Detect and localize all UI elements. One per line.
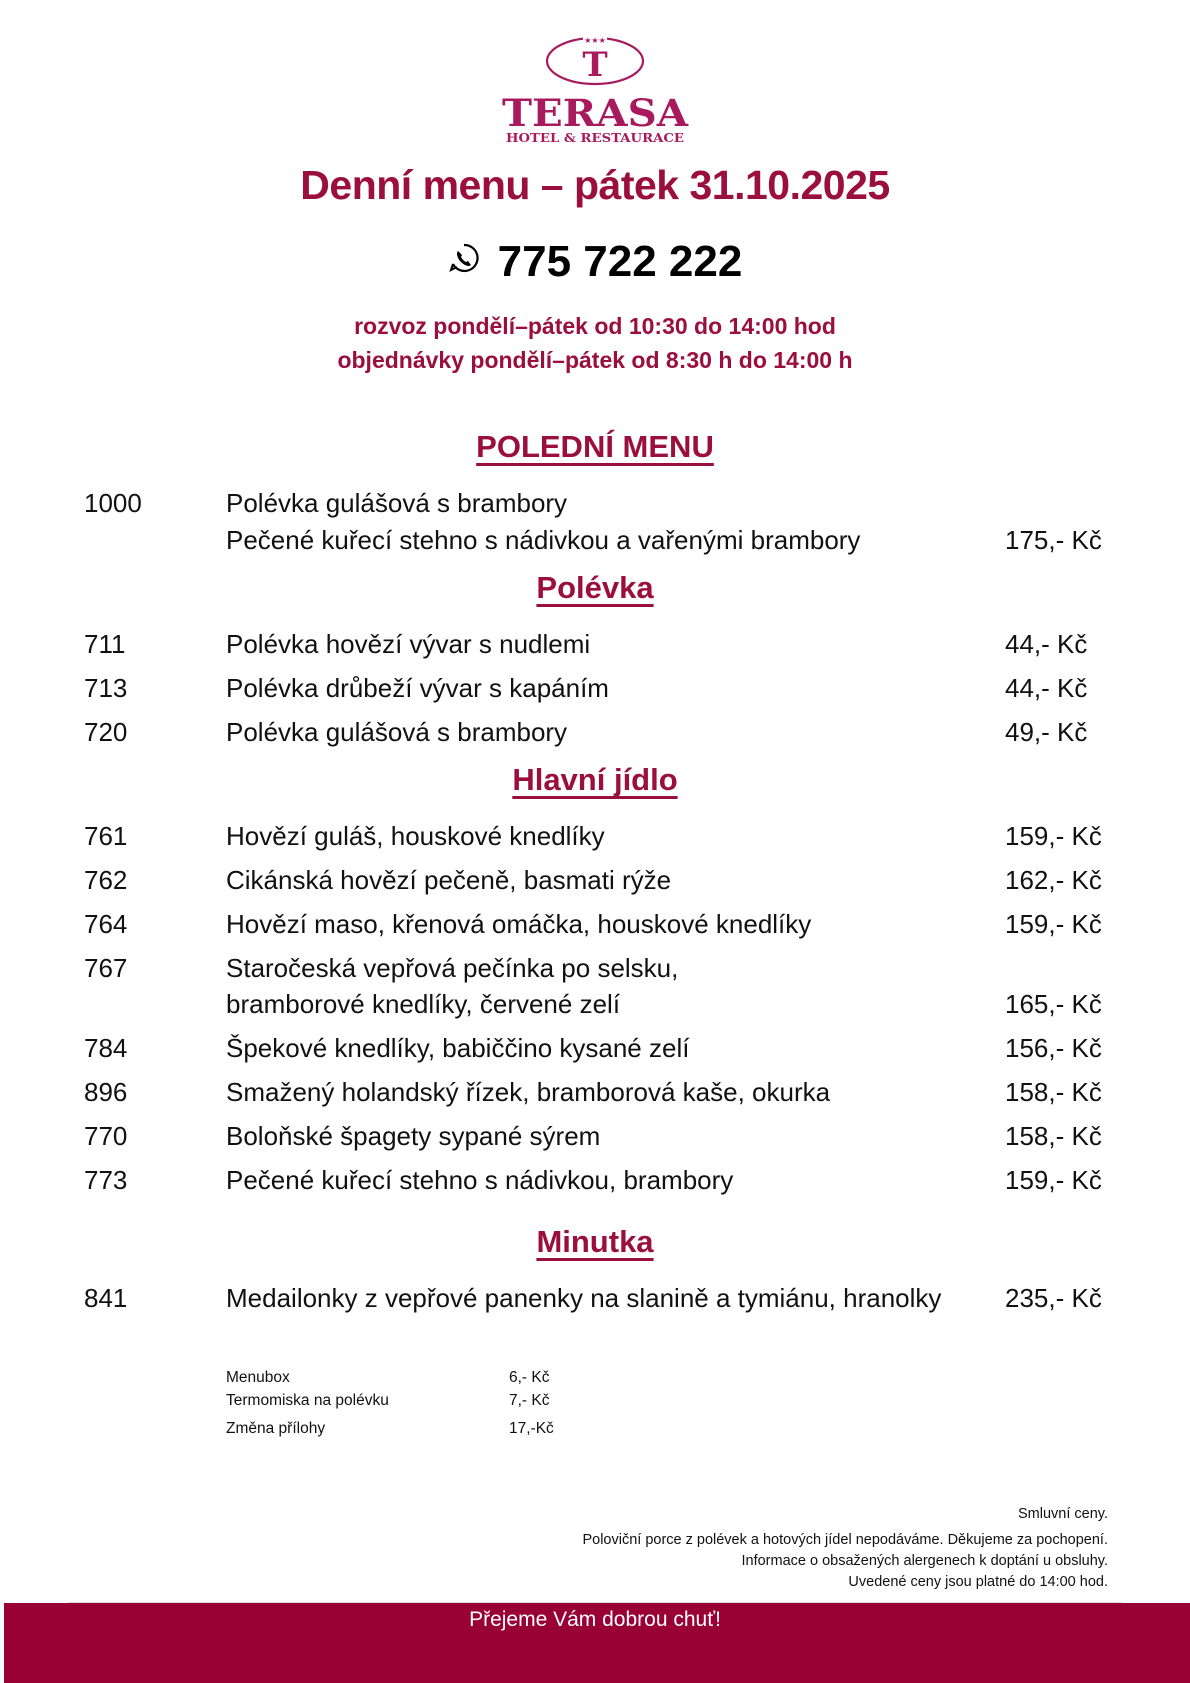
menu-item <box>0 860 1190 900</box>
item-name: Medailonky z vepřové panenky na slanině a tymiánu, hranolky <box>226 1283 942 1313</box>
extra-label: Menubox <box>226 1369 290 1386</box>
extra-label: Změna přílohy <box>226 1420 326 1437</box>
menu-item-continued <box>0 984 1190 1024</box>
item-code: 784 <box>84 1033 128 1063</box>
menu-item <box>0 816 1190 856</box>
extra-price: 17,-Kč <box>509 1420 554 1437</box>
item-price: 158,- Kč <box>1005 1121 1102 1151</box>
menu-item <box>0 904 1190 944</box>
item-price: 162,- Kč <box>1005 865 1102 895</box>
item-code: 720 <box>84 717 128 747</box>
logo-stars: ★★★ <box>584 36 606 45</box>
note-price-validity: Uvedené ceny jsou platné do 14:00 hod. <box>848 1574 1108 1590</box>
section-title-main: Hlavní jídlo <box>512 762 678 797</box>
item-code: 767 <box>84 953 128 983</box>
item-name: Smažený holandský řízek, bramborová kaše, okurka <box>226 1077 831 1107</box>
item-name-line1: Polévka gulášová s brambory <box>226 488 568 518</box>
item-name: Polévka hovězí vývar s nudlemi <box>226 629 591 659</box>
phone-number[interactable]: 775 722 222 <box>497 237 743 286</box>
item-price: 158,- Kč <box>1005 1077 1102 1107</box>
extra-price: 6,- Kč <box>509 1369 550 1386</box>
item-price: 156,- Kč <box>1005 1033 1102 1063</box>
menu-item <box>0 483 1190 523</box>
extra-price: 7,- Kč <box>509 1392 550 1409</box>
item-price: 159,- Kč <box>1005 909 1102 939</box>
item-name: Pečené kuřecí stehno s nádivkou, brambory <box>226 1165 734 1195</box>
item-code: 713 <box>84 673 128 703</box>
menu-item <box>0 1160 1190 1200</box>
item-name-line2: bramborové knedlíky, červené zelí <box>226 989 621 1019</box>
item-code: 711 <box>84 629 126 659</box>
item-name: Hovězí maso, křenová omáčka, houskové knedlíky <box>226 909 812 939</box>
item-name: Špekové knedlíky, babiččino kysané zelí <box>226 1033 690 1063</box>
extra-label: Termomiska na polévku <box>226 1392 389 1409</box>
item-price: 49,- Kč <box>1005 717 1088 747</box>
item-name: Cikánská hovězí pečeně, basmati rýže <box>226 865 672 895</box>
item-code: 770 <box>84 1121 128 1151</box>
menu-item <box>0 624 1190 664</box>
item-name-line2: Pečené kuřecí stehno s nádivkou a vařenými brambory <box>226 525 861 555</box>
item-code: 764 <box>84 909 128 939</box>
item-code: 761 <box>84 821 128 851</box>
item-code: 1000 <box>84 488 142 518</box>
logo-subtitle: HOTEL & RESTAURACE <box>506 131 684 145</box>
section-title-lunch: POLEDNÍ MENU <box>476 429 714 464</box>
item-price: 159,- Kč <box>1005 1165 1102 1195</box>
item-price: 159,- Kč <box>1005 821 1102 851</box>
item-name: Hovězí guláš, houskové knedlíky <box>226 821 605 851</box>
menu-item <box>0 1278 1190 1318</box>
item-code: 773 <box>84 1165 128 1195</box>
page-title: Denní menu – pátek 31.10.2025 <box>300 162 890 208</box>
delivery-hours: rozvoz pondělí–pátek od 10:30 do 14:00 hod <box>354 313 836 339</box>
menu-item <box>0 1028 1190 1068</box>
item-name-line1: Staročeská vepřová pečínka po selsku, <box>226 953 679 983</box>
menu-item <box>0 1116 1190 1156</box>
item-price: 175,- Kč <box>1005 525 1102 555</box>
item-price: 165,- Kč <box>1005 989 1102 1019</box>
item-price: 44,- Kč <box>1005 629 1088 659</box>
section-title-minutka: Minutka <box>536 1224 654 1259</box>
logo-emblem-icon <box>495 36 695 151</box>
note-allergens: Informace o obsažených alergenech k doptání u obsluhy. <box>741 1553 1108 1569</box>
item-name: Polévka gulášová s brambory <box>226 717 568 747</box>
item-code: 896 <box>84 1077 128 1107</box>
note-half-portions: Poloviční porce z polévek a hotových jídel nepodáváme. Děkujeme za pochopení. <box>582 1532 1108 1548</box>
footer-divider <box>68 1602 1122 1603</box>
section-title-soup: Polévka <box>536 570 654 605</box>
menu-item <box>0 668 1190 708</box>
hotel-logo <box>495 36 695 151</box>
phone-icon <box>448 242 480 274</box>
phone-line <box>0 236 1190 288</box>
order-hours: objednávky pondělí–pátek od 8:30 h do 14:00 h <box>337 347 853 373</box>
item-price: 44,- Kč <box>1005 673 1088 703</box>
menu-item <box>0 712 1190 752</box>
logo-letter: T <box>582 45 608 85</box>
item-name: Boloňské špagety sypané sýrem <box>226 1121 601 1151</box>
item-name: Polévka drůbeží vývar s kapáním <box>226 673 609 703</box>
menu-item <box>0 1072 1190 1112</box>
item-code: 841 <box>84 1283 128 1313</box>
logo-name: TERASA <box>502 91 690 135</box>
item-price: 235,- Kč <box>1005 1283 1102 1313</box>
note-contract-prices: Smluvní ceny. <box>1018 1506 1108 1522</box>
menu-item-continued <box>0 520 1190 560</box>
menu-item <box>0 948 1190 988</box>
item-code: 762 <box>84 865 128 895</box>
footer-greeting: Přejeme Vám dobrou chuť! <box>469 1608 721 1631</box>
